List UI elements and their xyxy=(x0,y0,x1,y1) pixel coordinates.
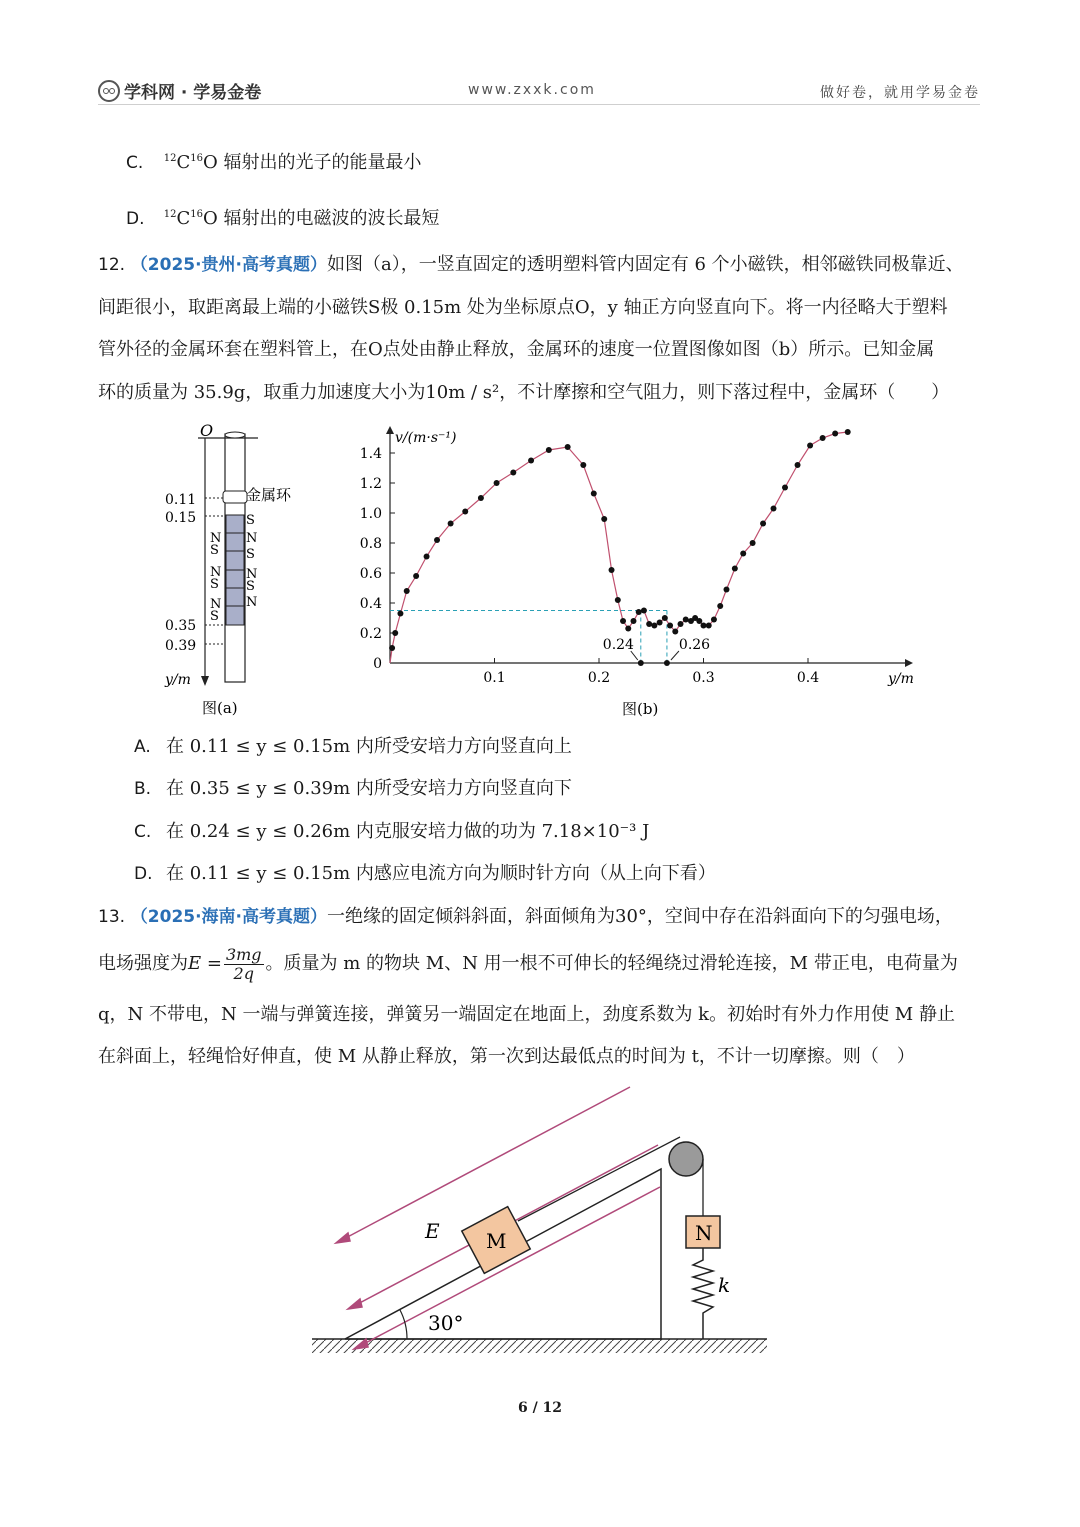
data-point xyxy=(641,608,647,614)
q12-option-c: C. 在 0.24 ≤ y ≤ 0.26m 内克服安培力做的功为 7.18×10⁻³ J xyxy=(134,821,650,842)
question-number: 12. xyxy=(98,255,126,275)
svg-text:N: N xyxy=(246,531,258,546)
annotation-pointer xyxy=(631,651,638,660)
y-tick-label: 0.8 xyxy=(359,536,382,552)
svg-text:N: N xyxy=(246,567,258,582)
q12-line-3: 管外径的金属环套在塑料管上，在O点处由静止释放，金属环的速度一位置图像如图（b）所示。已知金属 xyxy=(98,339,935,360)
brand-name: 学科网 · 学易金卷 xyxy=(124,83,262,103)
data-point xyxy=(591,491,597,497)
svg-text:N: N xyxy=(210,565,222,580)
y-tick-label: 0.4 xyxy=(359,596,382,612)
svg-text:S: S xyxy=(210,577,219,592)
q13-line-2: 电场强度为E = $\frac{3mg}{2q}$ 。质量为 m 的物块 M、N 用一根不可伸长的轻绳绕过滑轮连接，M 带正电，电荷量为 xyxy=(98,944,958,983)
chart-axes xyxy=(360,426,913,686)
svg-text:S: S xyxy=(246,547,255,562)
block-m xyxy=(462,1207,530,1274)
data-point xyxy=(510,470,516,476)
question-source: （2025·海南·高考真题） xyxy=(130,907,328,927)
data-point xyxy=(397,611,403,617)
q12-line-1: 12. （2025·贵州·高考真题）如图（a），一竖直固定的透明塑料管内固定有 6 个小磁铁，相邻磁铁同极靠近、 xyxy=(98,254,964,275)
annotation-0-26: 0.26 xyxy=(678,637,711,653)
metal-ring xyxy=(223,491,247,503)
right-pole-labels xyxy=(246,513,257,610)
question-source: （2025·贵州·高考真题） xyxy=(130,255,328,275)
q12-line-2: 间距很小，取距离最上端的小磁铁S极 0.15m 处为坐标原点O，y 轴正方向竖直向下。将一内径略大于塑料 xyxy=(98,297,948,318)
q12-option-a: A. 在 0.11 ≤ y ≤ 0.15m 内所受安培力方向竖直向上 xyxy=(134,736,572,757)
data-point xyxy=(601,516,607,522)
data-point xyxy=(630,618,636,624)
svg-text:N: N xyxy=(210,597,222,612)
y-axis-arrow xyxy=(386,426,394,434)
x-tick-label: 0.3 xyxy=(692,670,715,686)
axis-label: y/m xyxy=(165,672,191,688)
data-point xyxy=(646,621,652,627)
data-point xyxy=(723,587,729,593)
data-point xyxy=(760,521,766,527)
q12-option-b: B. 在 0.35 ≤ y ≤ 0.39m 内所受安培力方向竖直向下 xyxy=(134,778,572,799)
field-fraction: $\frac{3mg}{2q}$ xyxy=(225,944,262,983)
ring-label: 金属环 xyxy=(246,486,292,504)
tick-0-11: 0.11 xyxy=(165,492,197,508)
origin-label: O xyxy=(200,421,214,440)
data-point xyxy=(820,435,826,441)
data-point xyxy=(546,447,552,453)
caption-a: 图(a) xyxy=(202,699,238,717)
data-point xyxy=(732,566,738,572)
data-point xyxy=(750,540,756,546)
pulley xyxy=(669,1142,703,1176)
annotation-0-24: 0.24 xyxy=(602,637,634,653)
svg-text:M: M xyxy=(486,1229,507,1253)
svg-text:S: S xyxy=(210,609,219,624)
data-point xyxy=(706,623,712,629)
data-point xyxy=(701,623,707,629)
brand-logo xyxy=(98,78,261,103)
data-point xyxy=(678,621,684,627)
owl-logo-icon xyxy=(98,80,120,102)
annotation-pointer xyxy=(671,651,679,660)
spring xyxy=(693,1248,713,1339)
svg-text:S: S xyxy=(246,579,255,594)
data-point xyxy=(717,603,723,609)
data-point xyxy=(832,431,838,437)
data-point xyxy=(404,588,410,594)
marked-point xyxy=(638,660,644,666)
incline-figure xyxy=(300,1085,780,1365)
data-point xyxy=(651,623,657,629)
data-point xyxy=(807,443,813,449)
data-point xyxy=(620,618,626,624)
data-point xyxy=(771,506,777,512)
svg-text:S: S xyxy=(210,543,219,558)
data-point xyxy=(657,620,663,626)
figure-a-tube xyxy=(150,418,330,723)
data-point xyxy=(696,618,702,624)
q11-option-c: C. $^{12}C^{16}O$ 辐射出的光子的能量最小 xyxy=(126,152,422,173)
data-point xyxy=(845,429,851,435)
q13-line-4: 在斜面上，轻绳恰好伸直，使 M 从静止释放，第一次到达最低点的时间为 t，不计一切摩擦。则（ ） xyxy=(98,1046,915,1067)
tick-0-39: 0.39 xyxy=(165,638,197,654)
marked-point xyxy=(664,660,670,666)
y-tick-label: 1.2 xyxy=(359,476,382,492)
chart-y-label: v/(m·s⁻¹) xyxy=(395,430,457,446)
data-point xyxy=(711,617,717,623)
data-point xyxy=(667,623,673,629)
svg-text:N: N xyxy=(246,595,258,610)
data-point xyxy=(392,630,398,636)
spring-constant-label: k xyxy=(718,1273,731,1297)
left-pole-labels xyxy=(210,531,221,624)
series-line xyxy=(390,432,848,663)
rope-incline xyxy=(518,1137,680,1221)
data-point xyxy=(740,551,746,557)
question-number: 13. xyxy=(98,907,126,927)
data-point xyxy=(615,597,621,603)
x-tick-label: 0.2 xyxy=(587,670,611,686)
site-url: www.zxxk.com xyxy=(468,82,596,98)
y-tick-label: 1.4 xyxy=(359,446,382,462)
q12-option-d: D. 在 0.11 ≤ y ≤ 0.15m 内感应电流方向为顺时针方向（从上向下看） xyxy=(134,863,716,884)
y-tick-label: 0 xyxy=(373,656,382,672)
data-point xyxy=(494,480,500,486)
data-point xyxy=(782,485,788,491)
chart-caption: 图(b) xyxy=(622,700,659,718)
x-tick-label: 0.4 xyxy=(796,670,820,686)
data-point xyxy=(683,617,689,623)
field-label: E xyxy=(425,1219,440,1243)
data-point xyxy=(662,615,668,621)
y-tick-label: 0.2 xyxy=(359,626,382,642)
data-point xyxy=(462,509,468,515)
page-number: 6 / 12 xyxy=(517,1400,563,1416)
data-point xyxy=(424,554,430,560)
x-tick-label: 0.1 xyxy=(483,670,506,686)
q13-line-3: q，N 不带电，N 一端与弹簧连接，弹簧另一端固定在地面上，劲度系数为 k。初始时有外力作用使 M 静止 xyxy=(98,1004,955,1025)
data-point xyxy=(528,458,534,464)
data-point xyxy=(413,573,419,579)
data-point xyxy=(448,521,454,527)
chart-marks xyxy=(389,429,851,666)
q12-line-4: 环的质量为 35.9g，取重力加速度大小为10m / s²，不计摩擦和空气阻力，则下落过程中，金属环（ ） xyxy=(98,382,950,403)
header-slogan: 做好卷，就用学易金卷 xyxy=(820,85,980,101)
page-header xyxy=(98,74,980,105)
svg-text:S: S xyxy=(246,513,255,528)
data-point xyxy=(389,645,395,651)
q13-line-1: 13. （2025·海南·高考真题）一绝缘的固定倾斜斜面，斜面倾角为30°，空间中存在沿斜面向下的匀强电场， xyxy=(98,906,953,927)
q11-option-d: D. $^{12}C^{16}O$ 辐射出的电磁波的波长最短 xyxy=(126,208,440,229)
data-point xyxy=(672,629,678,635)
velocity-position-chart xyxy=(340,420,930,720)
angle-label: 30° xyxy=(428,1311,464,1335)
data-point xyxy=(636,609,642,615)
tick-0-35: 0.35 xyxy=(165,618,197,634)
data-point xyxy=(609,567,615,573)
data-point xyxy=(580,462,586,468)
svg-text:N: N xyxy=(210,531,222,546)
y-tick-label: 0.6 xyxy=(359,566,382,582)
tick-0-15: 0.15 xyxy=(165,510,197,526)
svg-text:N: N xyxy=(695,1221,713,1245)
data-point xyxy=(795,462,801,468)
data-point xyxy=(625,626,631,632)
data-point xyxy=(478,495,484,501)
e-symbol: E = xyxy=(188,953,222,974)
x-axis-arrow xyxy=(905,659,913,667)
y-tick-label: 1.0 xyxy=(359,506,382,522)
chart-x-label: y/m xyxy=(888,671,914,687)
ground-hatch xyxy=(312,1339,767,1353)
data-point xyxy=(434,537,440,543)
data-point xyxy=(565,444,571,450)
